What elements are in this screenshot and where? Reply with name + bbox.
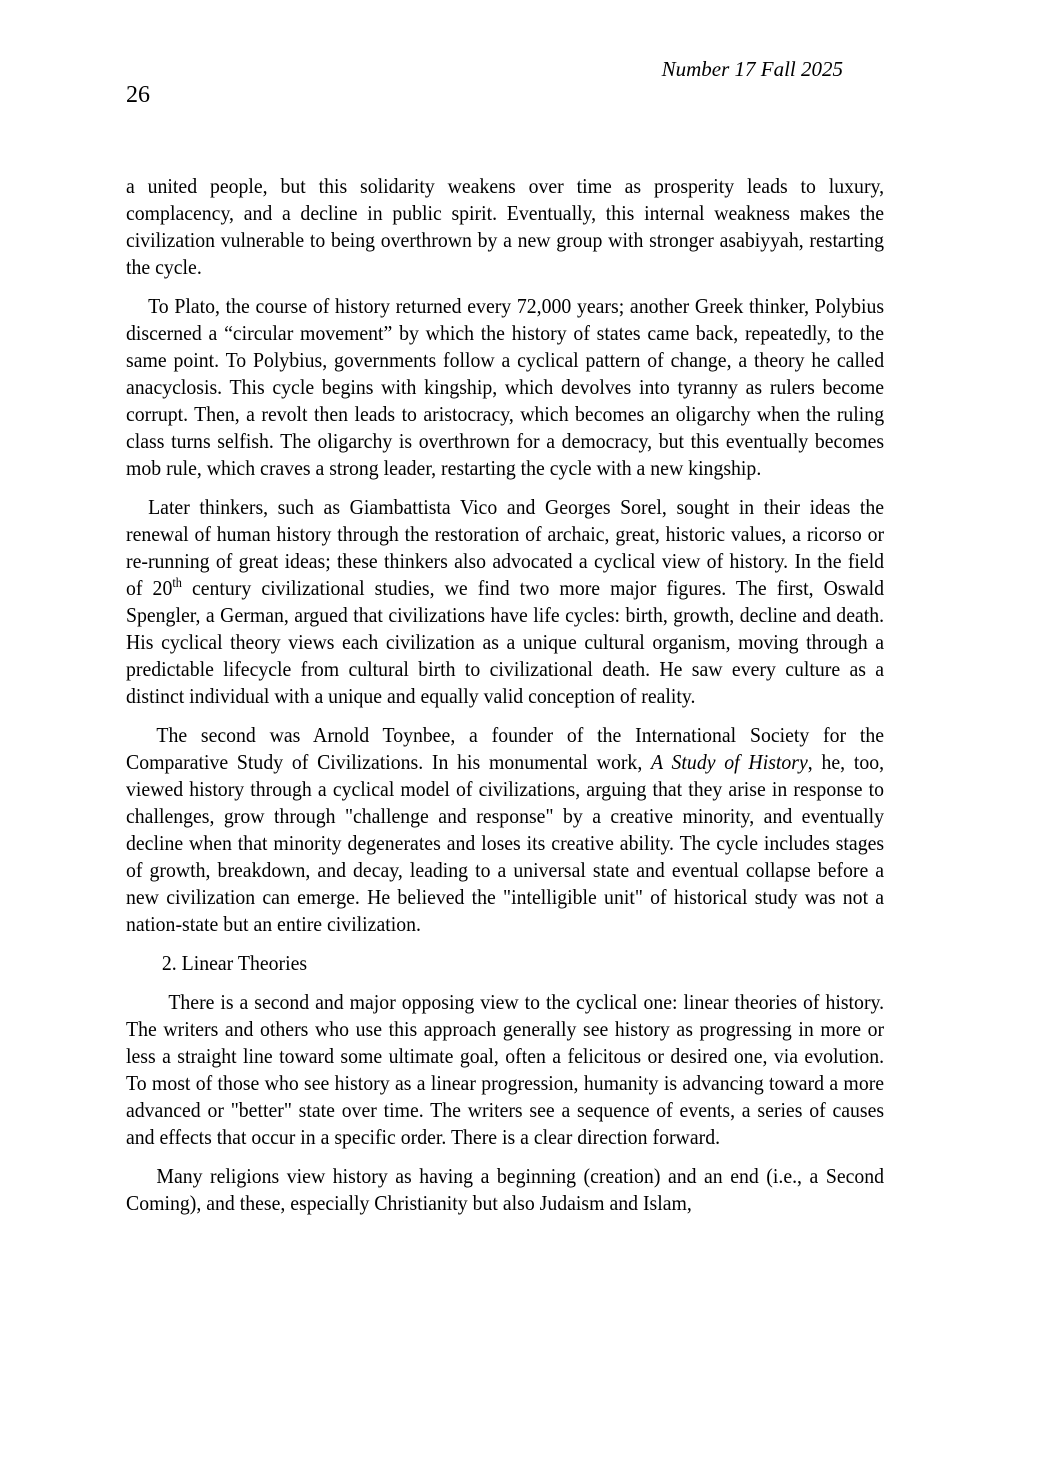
paragraph-religions-view: Many religions view history as having a beginning (creation) and an end (i.e., a Second Coming), and these, especially Christianity but also Judaism and Islam, <box>126 1164 885 1215</box>
paragraph-toynbee <box>126 722 884 938</box>
paragraph-vico-spengler <box>126 494 884 710</box>
text-segment-before-title: The second was Arnold Toynbee, a founder of the International Society for the Comparative Study of Civilizations. In his monumental work, <box>126 723 885 774</box>
text-segment-after-title: , he, too, viewed history through a cyclical model of civilizations, arguing that they arise in response to challenges, grow through "challenge and response" by a creative minority, and eventually decline when that minority degenerates and loses its creative ability. The cycle includes stages of growth, breakdown, and decay, leading to a universal state and eventual collapse before a new civilization can emerge. He believed the "intelligible unit" of historical study was not a nation-state but an entire civilization. <box>126 750 885 936</box>
page-number: 26 <box>126 82 150 108</box>
paragraph-linear-theories: There is a second and major opposing view to the cyclical one: linear theories of history. The writers and others who use this approach generally see history as progressing in more or less a straight line toward some ultimate goal, often a felicitous or desired one, via evolution. To most of those who see history as a linear progression, humanity is advancing toward a more advanced or "better" state over time. The writers see a sequence of events, a series of causes and effects that occur in a specific order. There is a clear direction forward. <box>126 990 885 1149</box>
running-header <box>126 57 843 81</box>
text-segment-before-superscript: Later thinkers, such as Giambattista Vico and Georges Sorel, sought in their ideas the renewal of human history through the restoration of archaic, great, historic values, a ricorso or re-running of great ideas; these thinkers also advocated a cyclical view of history. In the field of 20 <box>126 495 885 600</box>
text-segment-after-superscript: century civilizational studies, we find two more major figures. The first, Oswald Spengler, a German, argued that civilizations have life cycles: birth, growth, decline and death. His cyclical theory views each civilization as a unique cultural organism, moving through a predictable lifecycle from cultural birth to civilizational death. He saw every culture as a distinct individual with a unique and equally valid conception of reality. <box>126 576 885 708</box>
issue-label: Number 17 Fall 2025 <box>661 57 843 81</box>
body-text <box>126 173 884 1229</box>
paragraph-asabiyyah-cycle: a united people, but this solidarity weakens over time as prosperity leads to luxury, complacency, and a decline in public spirit. Eventually, this internal weakness makes the civilization vulnerable to being overthrown by a new group with stronger asabiyyah, restarting the cycle. <box>126 174 885 279</box>
section-heading-linear-theories: 2. Linear Theories <box>161 951 308 975</box>
paragraph-plato-polybius: To Plato, the course of history returned every 72,000 years; another Greek thinker, Polybius discerned a “circular movement” by which the history of states came back, repeatedly, to the same point. To Polybius, governments follow a cyclical pattern of change, a theory he called anacyclosis. This cycle begins with kingship, which devolves into tyranny as rulers become corrupt. Then, a revolt then leads to aristocracy, which becomes an oligarchy when the ruling class turns selfish. The oligarchy is overthrown for a democracy, but this eventually becomes mob rule, which craves a strong leader, restarting the cycle with a new kingship. <box>126 294 885 480</box>
superscript-th: th <box>172 574 182 590</box>
book-title-italic: A Study of History <box>651 750 808 774</box>
